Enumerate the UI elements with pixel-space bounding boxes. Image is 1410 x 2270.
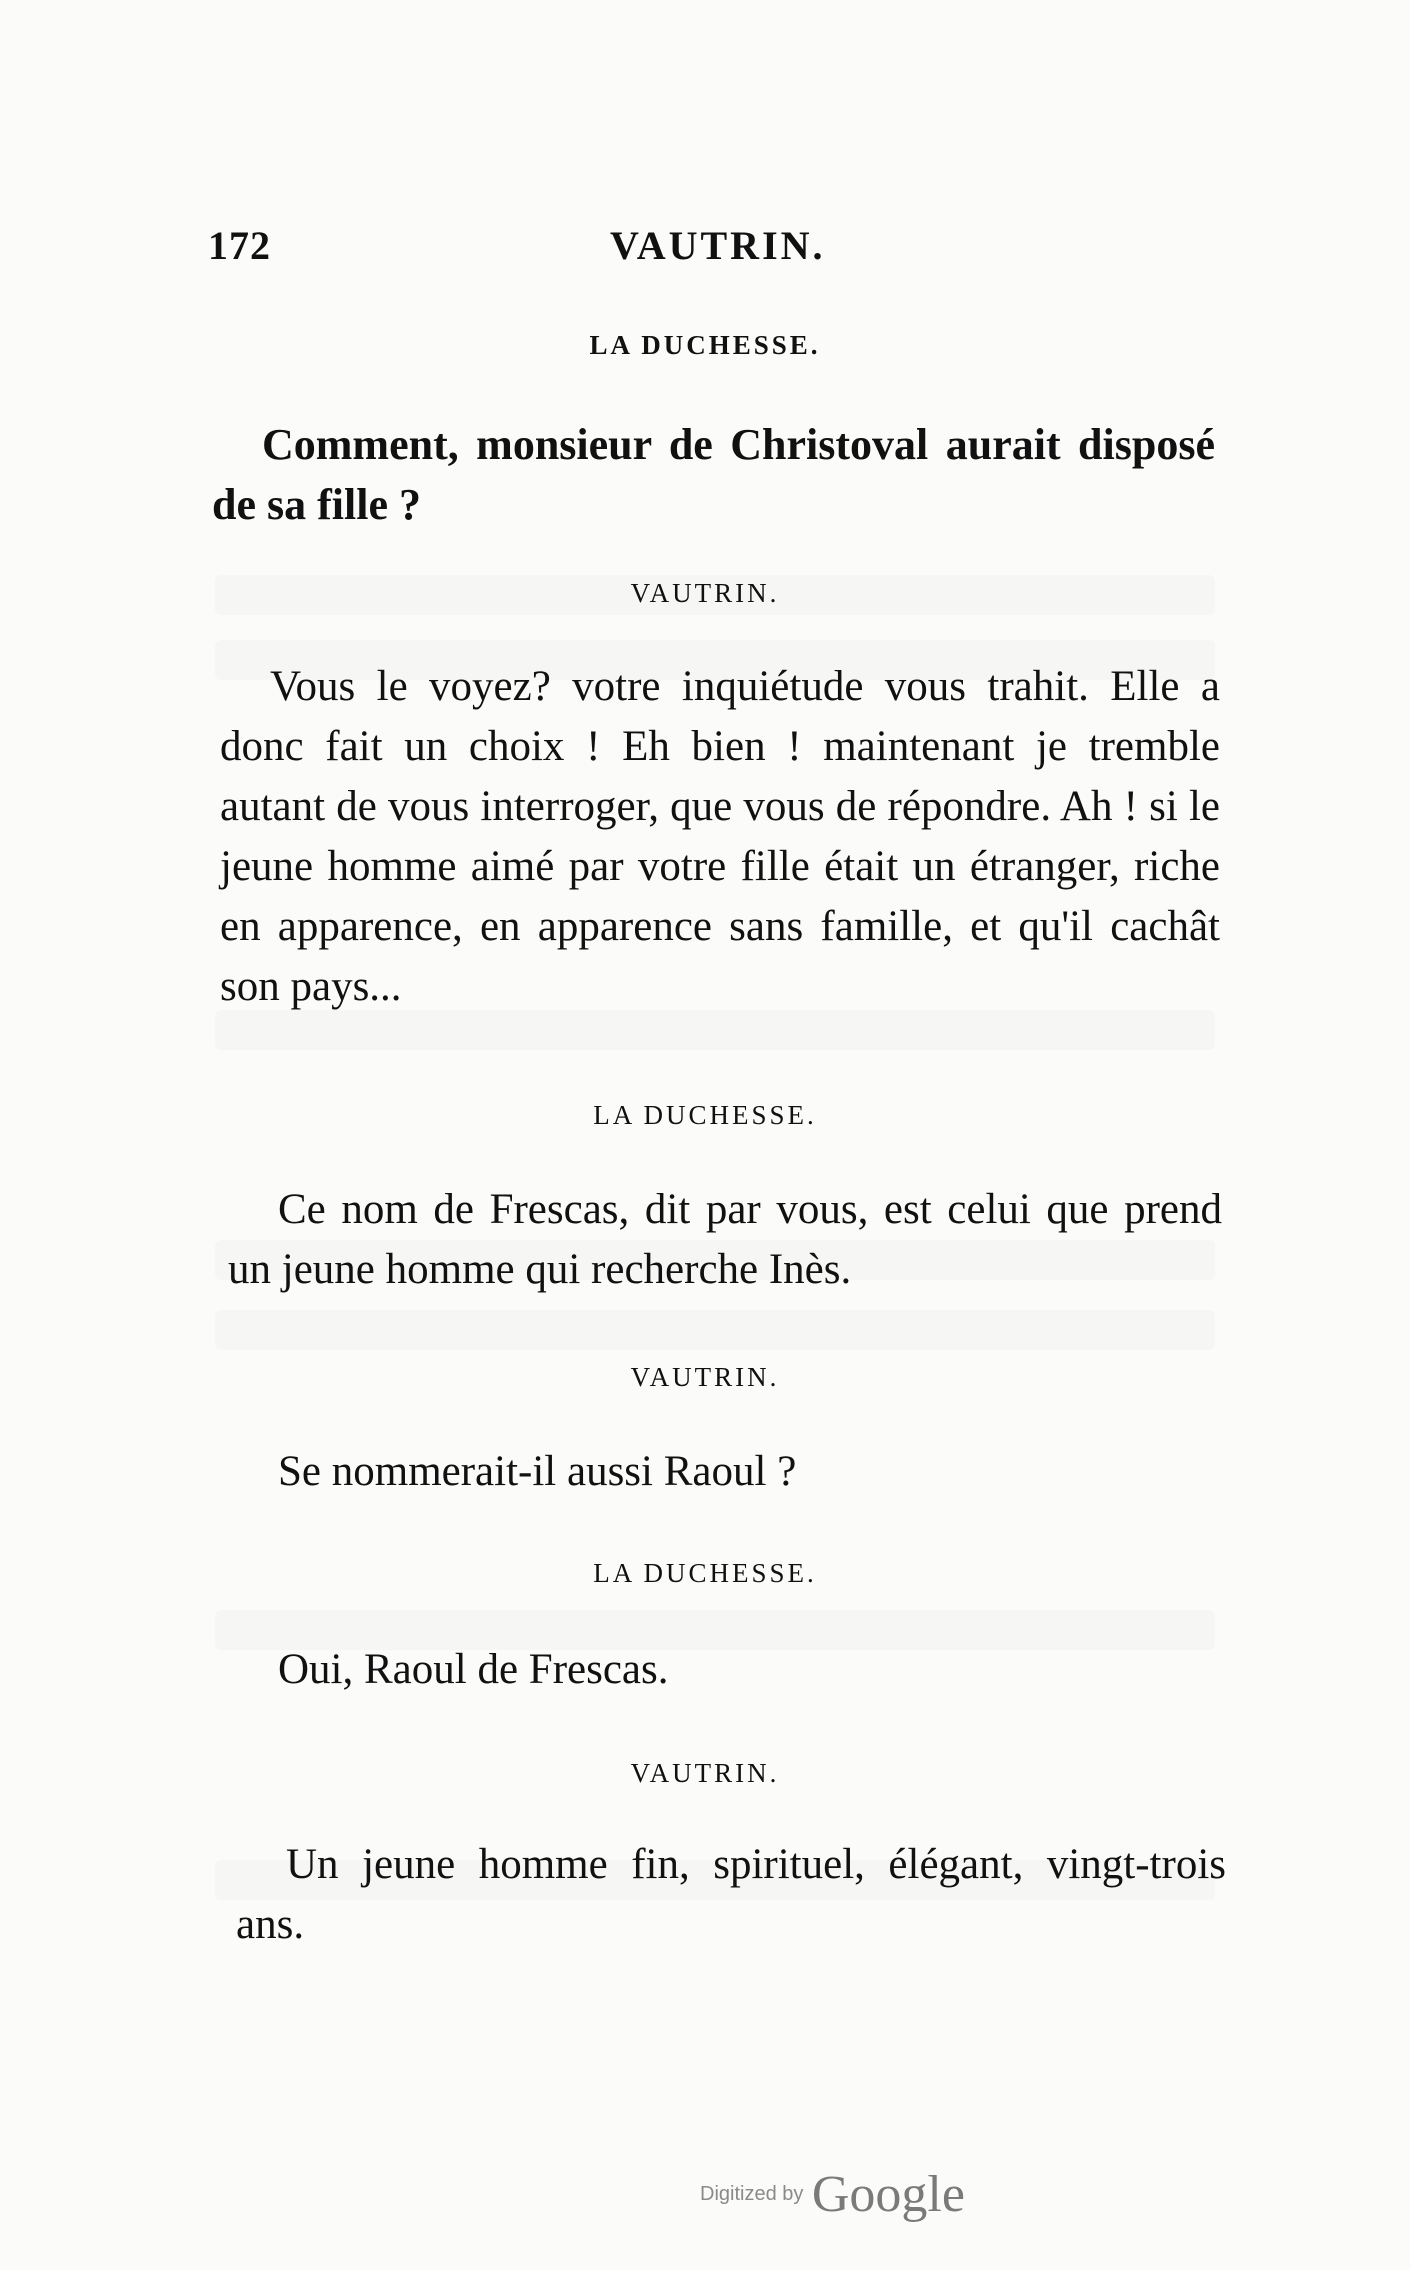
- speech-text: Ce nom de Frescas, dit par vous, est celui que prend un jeune homme qui recherche Inès.: [228, 1186, 1222, 1293]
- digitization-credit: [700, 2165, 965, 2224]
- speech-text: Oui, Raoul de Frescas.: [278, 1646, 669, 1693]
- speaker-name: VAUTRIN.: [630, 578, 780, 608]
- speaker-name: LA DUCHESSE.: [593, 1100, 817, 1130]
- speaker-name: LA DUCHESSE.: [589, 330, 821, 360]
- running-title: VAUTRIN.: [610, 223, 826, 268]
- bleed-through: [215, 1310, 1215, 1350]
- speaker-name: LA DUCHESSE.: [593, 1558, 817, 1588]
- running-header: [208, 222, 1218, 282]
- page-number: 172: [208, 223, 271, 268]
- speech-text: Comment, monsieur de Christoval aurait disposé de sa fille ?: [212, 420, 1215, 529]
- speaker-name: VAUTRIN.: [630, 1362, 780, 1392]
- speech-text: Se nommerait-il aussi Raoul ?: [278, 1448, 797, 1495]
- google-logo: Google: [811, 2166, 965, 2223]
- digitized-by-label: Digitized by: [700, 2183, 804, 2205]
- speech-text: Un jeune homme fin, spirituel, élégant, vingt-trois ans.: [236, 1841, 1226, 1948]
- speaker-name: VAUTRIN.: [630, 1758, 780, 1788]
- speech-text: Vous le voyez? votre inquiétude vous trahit. Elle a donc fait un choix ! Eh bien ! maintenant je tremble autant de vous interroger, que vous de répondre. Ah ! si le jeune homme aimé par votre fille était un étranger, riche en apparence, en apparence sans famille, et qu'il cachât son pays...: [220, 663, 1220, 1010]
